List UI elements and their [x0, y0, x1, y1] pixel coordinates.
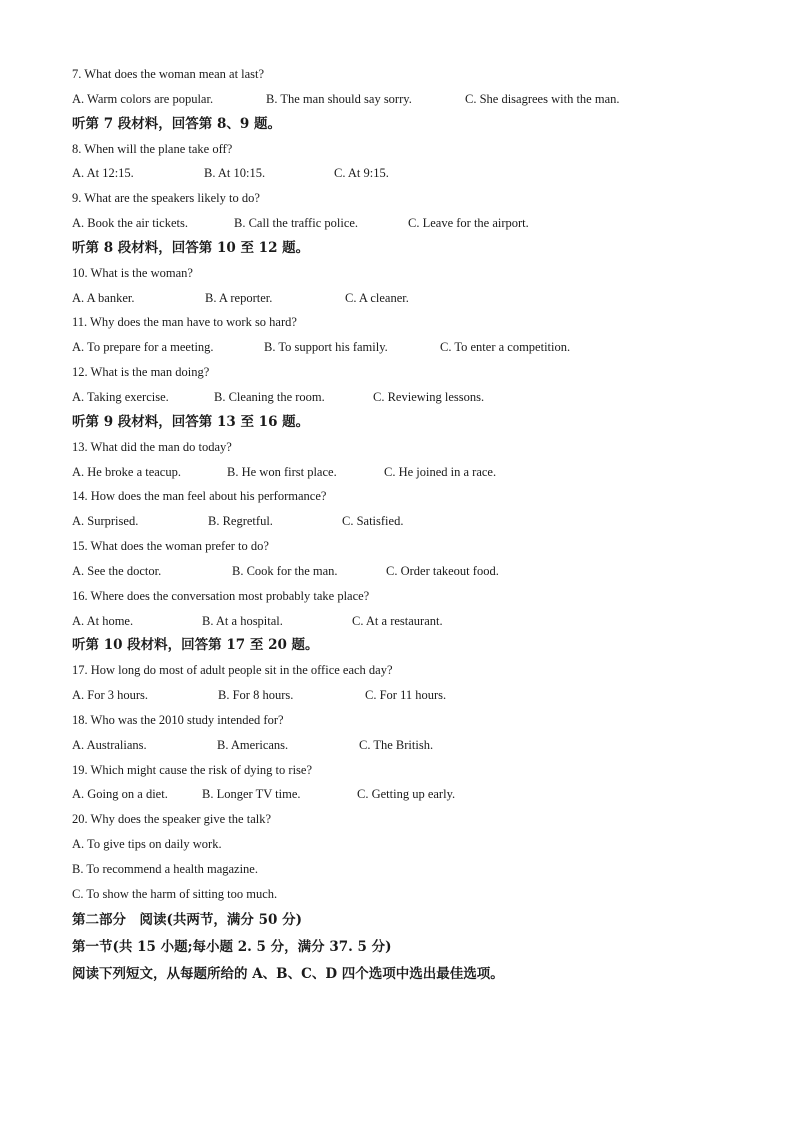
option-b: B. Cleaning the room.	[214, 389, 325, 404]
question-line: A. To give tips on daily work.	[72, 837, 222, 852]
option-a: A. To prepare for a meeting.	[72, 340, 214, 355]
option-c: C. Satisfied.	[342, 514, 404, 529]
question-line: B. To recommend a health magazine.	[72, 862, 258, 876]
question-line: 12. What is the man doing?	[72, 365, 210, 380]
option-a: A. Book the air tickets.	[72, 216, 188, 231]
options-row	[72, 335, 732, 360]
option-c: C. The British.	[359, 737, 434, 752]
option-c: C. She disagrees with the man.	[465, 91, 620, 106]
options-row	[72, 211, 732, 236]
option-c: C. Order takeout food.	[386, 563, 499, 578]
question-line: 10. What is the woman?	[72, 265, 193, 280]
option-a: A. Going on a diet.	[72, 787, 168, 802]
option-c: C. A cleaner.	[345, 290, 409, 305]
section-heading: 第一节(共 15 小题;每小题 2. 5 分，满分 37. 5 分)	[72, 938, 392, 955]
question-line: 15. What does the woman prefer to do?	[72, 539, 269, 554]
option-b: B. Americans.	[217, 737, 289, 752]
question-line: 14. How does the man feel about his performance?	[72, 489, 327, 504]
option-c: C. At 9:15.	[334, 166, 389, 181]
options-row	[72, 161, 732, 186]
option-c: C. For 11 hours.	[365, 688, 447, 703]
option-c: C. To enter a competition.	[440, 340, 571, 355]
option-b: B. Call the traffic police.	[234, 216, 359, 231]
option-c: C. He joined in a race.	[384, 464, 497, 479]
option-b: B. At a hospital.	[202, 613, 283, 628]
question-line: 18. Who was the 2010 study intended for?	[72, 712, 284, 727]
options-row	[72, 385, 732, 410]
section-heading: 听第 9 段材料，回答第 13 至 16 题。	[72, 413, 310, 430]
question-line: 11. Why does the man have to work so hard?	[72, 315, 297, 330]
question-line: 9. What are the speakers likely to do?	[72, 191, 260, 206]
section-heading: 听第 8 段材料，回答第 10 至 12 题。	[72, 239, 310, 256]
option-c: C. Reviewing lessons.	[373, 389, 485, 404]
section-heading: 阅读下列短文，从每题所给的 A、B、C、D 四个选项中选出最佳选项。	[72, 965, 504, 982]
options-row	[72, 460, 732, 485]
option-b: B. The man should say sorry.	[266, 91, 412, 106]
question-line: 8. When will the plane take off?	[72, 141, 233, 156]
option-b: B. For 8 hours.	[218, 688, 294, 703]
option-a: A. Taking exercise.	[72, 389, 169, 404]
option-b: B. Regretful.	[208, 514, 273, 529]
option-b: B. A reporter.	[205, 290, 273, 305]
option-a: A. Surprised.	[72, 514, 139, 529]
options-row	[72, 559, 732, 584]
section-heading: 听第 7 段材料，回答第 8、9 题。	[72, 115, 281, 132]
options-row	[72, 87, 732, 112]
option-a: A. See the doctor.	[72, 563, 162, 578]
option-b: B. To support his family.	[264, 340, 388, 355]
options-row	[72, 286, 732, 311]
option-a: A. For 3 hours.	[72, 688, 149, 703]
options-row	[72, 782, 732, 807]
option-a: A. A banker.	[72, 290, 135, 305]
option-a: A. He broke a teacup.	[72, 464, 181, 479]
option-b: B. Longer TV time.	[202, 787, 301, 802]
options-row	[72, 733, 732, 758]
question-line: C. To show the harm of sitting too much.	[72, 886, 278, 901]
options-row	[72, 683, 732, 708]
options-row	[72, 509, 732, 534]
option-c: C. Leave for the airport.	[408, 216, 529, 231]
option-b: B. Cook for the man.	[232, 563, 338, 578]
option-a: A. Warm colors are popular.	[72, 91, 214, 106]
option-a: A. Australians.	[72, 737, 147, 752]
options-row	[72, 609, 732, 634]
exam-page	[72, 62, 732, 988]
question-line: 16. Where does the conversation most probably take place?	[72, 588, 370, 603]
option-b: B. At 10:15.	[204, 166, 266, 181]
question-line: 7. What does the woman mean at last?	[72, 67, 265, 81]
question-line: 17. How long do most of adult people sit in the office each day?	[72, 663, 393, 678]
option-b: B. He won first place.	[227, 464, 337, 479]
question-line: 20. Why does the speaker give the talk?	[72, 812, 272, 827]
section-heading: 第二部分 阅读(共两节，满分 50 分)	[72, 911, 302, 928]
section-heading: 听第 10 段材料，回答第 17 至 20 题。	[72, 637, 319, 654]
option-a: A. At 12:15.	[72, 166, 134, 181]
question-line: 13. What did the man do today?	[72, 439, 232, 454]
option-a: A. At home.	[72, 613, 134, 628]
option-c: C. Getting up early.	[357, 787, 456, 802]
question-line: 19. Which might cause the risk of dying to rise?	[72, 762, 312, 777]
option-c: C. At a restaurant.	[352, 613, 443, 628]
